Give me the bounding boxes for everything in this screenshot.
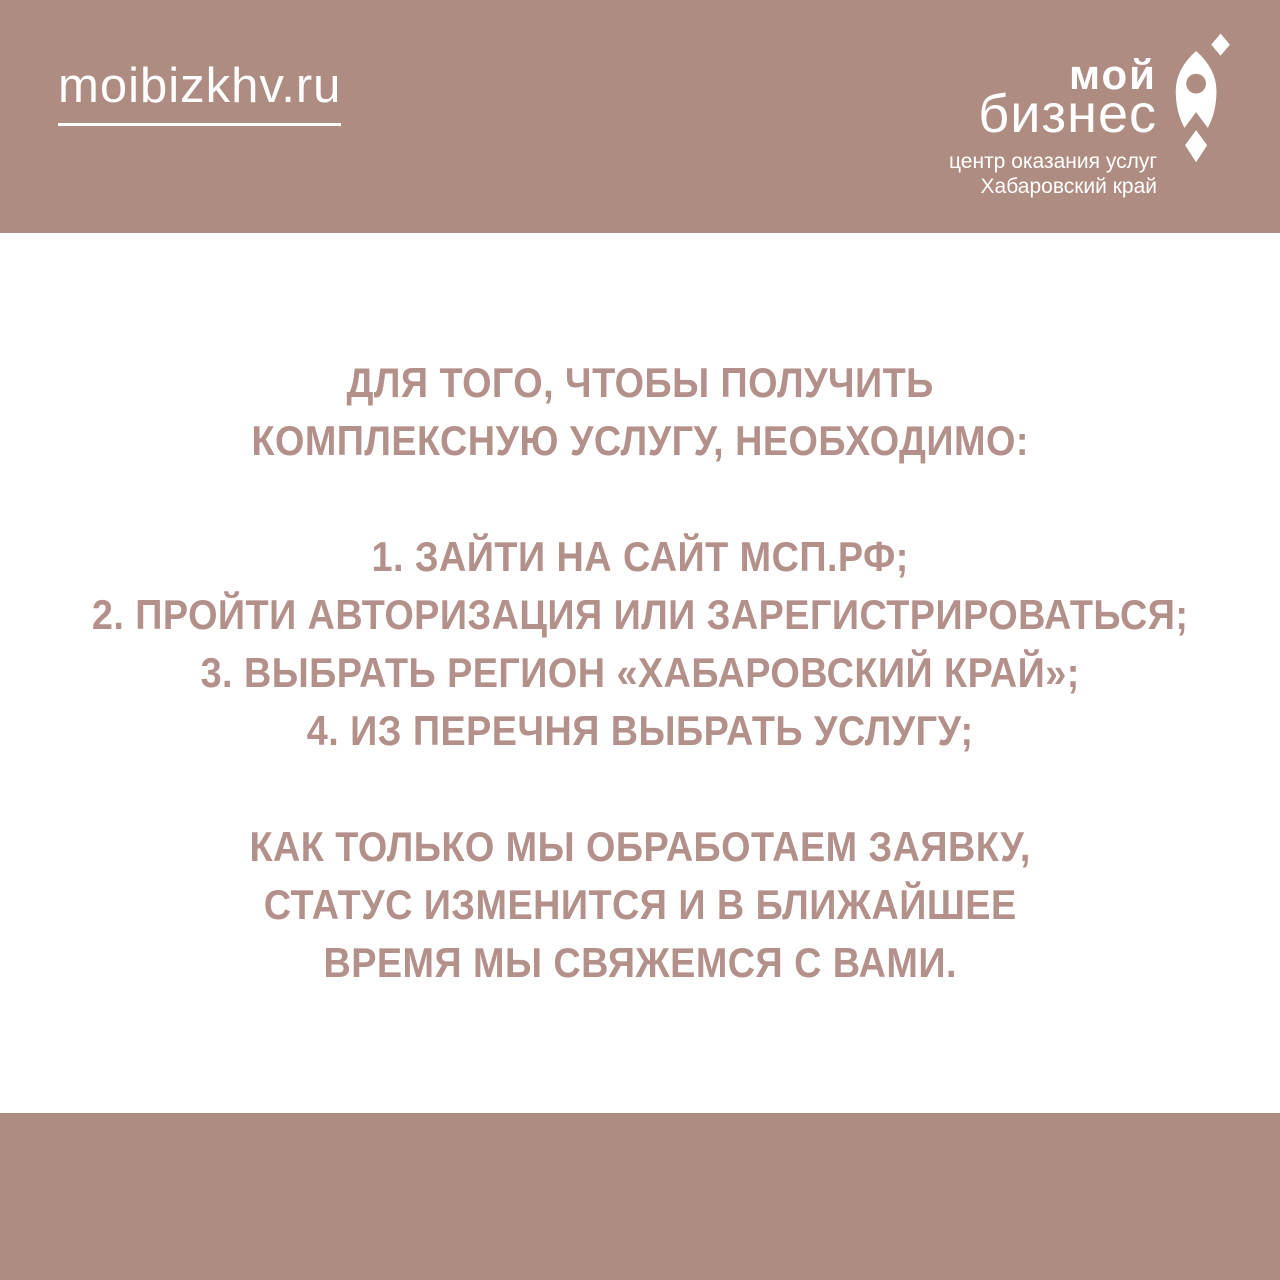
logo-subtitle-region: Хабаровский край xyxy=(980,175,1157,198)
logo-title-bottom: бизнес xyxy=(978,84,1157,144)
rocket-window-shape xyxy=(1186,74,1206,94)
rocket-pin-icon xyxy=(1174,30,1238,164)
step-2: 2. ПРОЙТИ АВТОРИЗАЦИЯ ИЛИ ЗАРЕГИСТРИРОВАТЬСЯ; xyxy=(91,591,1189,638)
logo-title-top: мой xyxy=(1069,51,1157,98)
main-content xyxy=(0,233,1280,1113)
step-3: 3. ВЫБРАТЬ РЕГИОН «ХАБАРОВСКИЙ КРАЙ»; xyxy=(200,649,1080,696)
step-4: 4. ИЗ ПЕРЕЧНЯ ВЫБРАТЬ УСЛУГУ; xyxy=(306,707,974,754)
top-banner xyxy=(0,0,1280,233)
outro-line-3: ВРЕМЯ МЫ СВЯЖЕМСЯ С ВАМИ. xyxy=(323,939,957,986)
instructions-text xyxy=(31,354,1249,992)
outro-line-1: КАК ТОЛЬКО МЫ ОБРАБОТАЕМ ЗАЯВКУ, xyxy=(249,823,1031,870)
site-url-link[interactable]: moibizkhv.ru xyxy=(58,58,341,126)
rocket-spark-shape xyxy=(1211,34,1230,56)
bottom-banner xyxy=(0,1113,1280,1280)
intro-line-1: ДЛЯ ТОГО, ЧТОБЫ ПОЛУЧИТЬ xyxy=(346,359,934,406)
outro-line-2: СТАТУС ИЗМЕНИТСЯ И В БЛИЖАЙШЕЕ xyxy=(263,881,1017,928)
intro-line-2: КОМПЛЕКСНУЮ УСЛУГУ, НЕОБХОДИМО: xyxy=(251,417,1029,464)
logo-text-block xyxy=(949,51,1157,199)
logo-subtitle-services: центр оказания услуг xyxy=(949,150,1157,173)
step-1: 1. ЗАЙТИ НА САЙТ МСП.РФ; xyxy=(371,533,909,580)
spacer xyxy=(31,760,1249,818)
rocket-flame-shape xyxy=(1185,130,1207,162)
my-business-logo xyxy=(949,30,1238,199)
spacer xyxy=(31,470,1249,528)
